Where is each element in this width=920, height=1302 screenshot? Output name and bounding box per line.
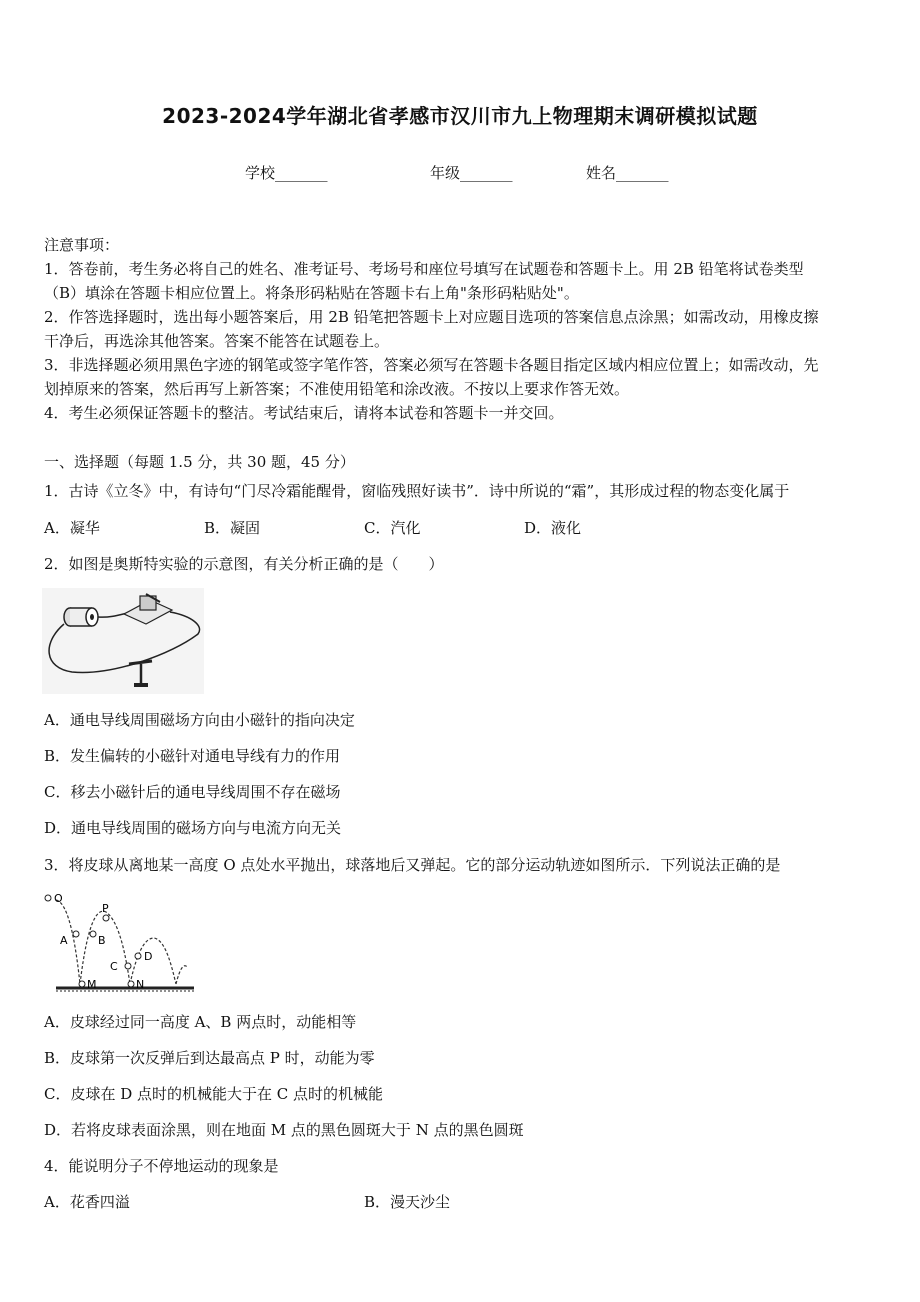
q3-option-a[interactable]: A．皮球经过同一高度 A、B 两点时，动能相等 [44, 1013, 357, 1031]
label-b: B [98, 934, 106, 947]
label-c: C [110, 960, 118, 973]
page-title: 2023-2024学年湖北省孝感市汉川市九上物理期末调研模拟试题 [162, 104, 758, 128]
label-d: D [144, 950, 153, 963]
label-m: M [87, 978, 97, 991]
name-field: 姓名_______ [586, 164, 669, 182]
q3-option-b[interactable]: B．皮球第一次反弹后到达最高点 P 时，动能为零 [44, 1049, 375, 1067]
label-n: N [136, 978, 145, 991]
notice-line: 2．作答选择题时，选出每小题答案后，用 2B 铅笔把答题卡上对应题目选项的答案信息点涂黑；如需改动，用橡皮擦 [44, 308, 819, 326]
q1-option-d[interactable]: D．液化 [524, 519, 582, 537]
question-3-stem: 3．将皮球从离地某一高度 O 点处水平抛出，球落地后又弹起。它的部分运动轨迹如图所示．下列说法正确的是 [44, 856, 781, 874]
q2-option-b[interactable]: B．发生偏转的小磁针对通电导线有力的作用 [44, 747, 341, 765]
q1-option-b[interactable]: B．凝固 [204, 519, 261, 537]
q4-option-b[interactable]: B．漫天沙尘 [364, 1193, 451, 1211]
grade-field: 年级_______ [430, 164, 513, 182]
section-heading: 一、选择题（每题 1.5 分，共 30 题，45 分） [44, 453, 355, 471]
q1-option-a[interactable]: A．凝华 [44, 519, 100, 537]
notice-line: 3．非选择题必须用黑色字迹的钢笔或签字笔作答，答案必须写在答题卡各题目指定区域内相应位置上；如需改动，先 [44, 356, 819, 374]
q2-option-c[interactable]: C．移去小磁针后的通电导线周围不存在磁场 [44, 783, 341, 801]
question-4-stem: 4．能说明分子不停地运动的现象是 [44, 1157, 279, 1175]
q2-option-d[interactable]: D．通电导线周围的磁场方向与电流方向无关 [44, 819, 342, 837]
notice-heading: 注意事项： [44, 236, 120, 254]
question-2-stem: 2．如图是奥斯特实验的示意图，有关分析正确的是（ ） [44, 555, 444, 573]
ball-trajectory-figure [42, 888, 198, 998]
q2-option-a[interactable]: A．通电导线周围磁场方向由小磁针的指向决定 [44, 711, 355, 729]
label-p: P [102, 902, 109, 915]
question-1-stem: 1．古诗《立冬》中，有诗句“门尽冷霜能醒骨，窗临残照好读书”．诗中所说的“霜”，其形成过程的物态变化属于 [44, 482, 790, 500]
notice-line: 划掉原来的答案，然后再写上新答案；不准使用铅笔和涂改液。不按以上要求作答无效。 [44, 380, 630, 398]
q3-option-d[interactable]: D．若将皮球表面涂黑，则在地面 M 点的黑色圆斑大于 N 点的黑色圆斑 [44, 1121, 524, 1139]
q1-option-c[interactable]: C．汽化 [364, 519, 421, 537]
notice-line: 干净后，再选涂其他答案。答案不能答在试题卷上。 [44, 332, 390, 350]
school-field: 学校_______ [245, 164, 328, 182]
notice-line: （B）填涂在答题卡相应位置上。将条形码粘贴在答题卡右上角"条形码粘贴处"。 [44, 284, 579, 302]
notice-line: 4．考生必须保证答题卡的整洁。考试结束后，请将本试卷和答题卡一并交回。 [44, 404, 564, 422]
q3-option-c[interactable]: C．皮球在 D 点时的机械能大于在 C 点时的机械能 [44, 1085, 384, 1103]
oersted-figure [42, 588, 204, 694]
q4-option-a[interactable]: A．花香四溢 [44, 1193, 130, 1211]
notice-line: 1．答卷前，考生务必将自己的姓名、准考证号、考场号和座位号填写在试题卷和答题卡上。用 2B 铅笔将试卷类型 [44, 260, 804, 278]
label-o: O [54, 892, 63, 905]
label-a: A [60, 934, 68, 947]
